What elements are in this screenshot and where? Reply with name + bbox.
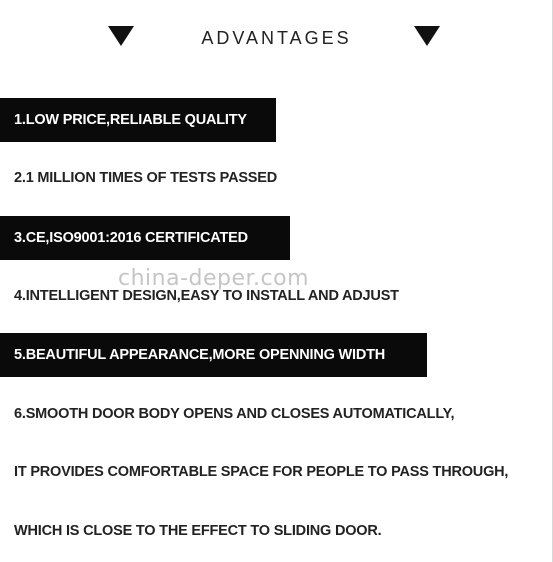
advantage-item-6-line-1: 6.SMOOTH DOOR BODY OPENS AND CLOSES AUTOMATICALLY,: [14, 406, 455, 422]
section-header: [0, 20, 553, 60]
advantage-item-6-line-2: IT PROVIDES COMFORTABLE SPACE FOR PEOPLE TO PASS THROUGH,: [14, 464, 509, 480]
section-title: ADVANTAGES: [201, 28, 352, 48]
advantage-item-5: 5.BEAUTIFUL APPEARANCE,MORE OPENNING WIDTH: [0, 333, 427, 377]
advantage-item-3: 3.CE,ISO9001:2016 CERTIFICATED: [0, 216, 290, 260]
advantage-item-2: 2.1 MILLION TIMES OF TESTS PASSED: [14, 170, 278, 186]
watermark: china-deper.com: [118, 266, 310, 291]
down-triangle-icon: [414, 26, 440, 46]
advantage-item-1: 1.LOW PRICE,RELIABLE QUALITY: [0, 98, 276, 142]
advantage-item-6-line-3: WHICH IS CLOSE TO THE EFFECT TO SLIDING DOOR.: [14, 523, 382, 539]
advantage-item-4: 4.INTELLIGENT DESIGN,EASY TO INSTALL AND ADJUST: [14, 288, 399, 304]
